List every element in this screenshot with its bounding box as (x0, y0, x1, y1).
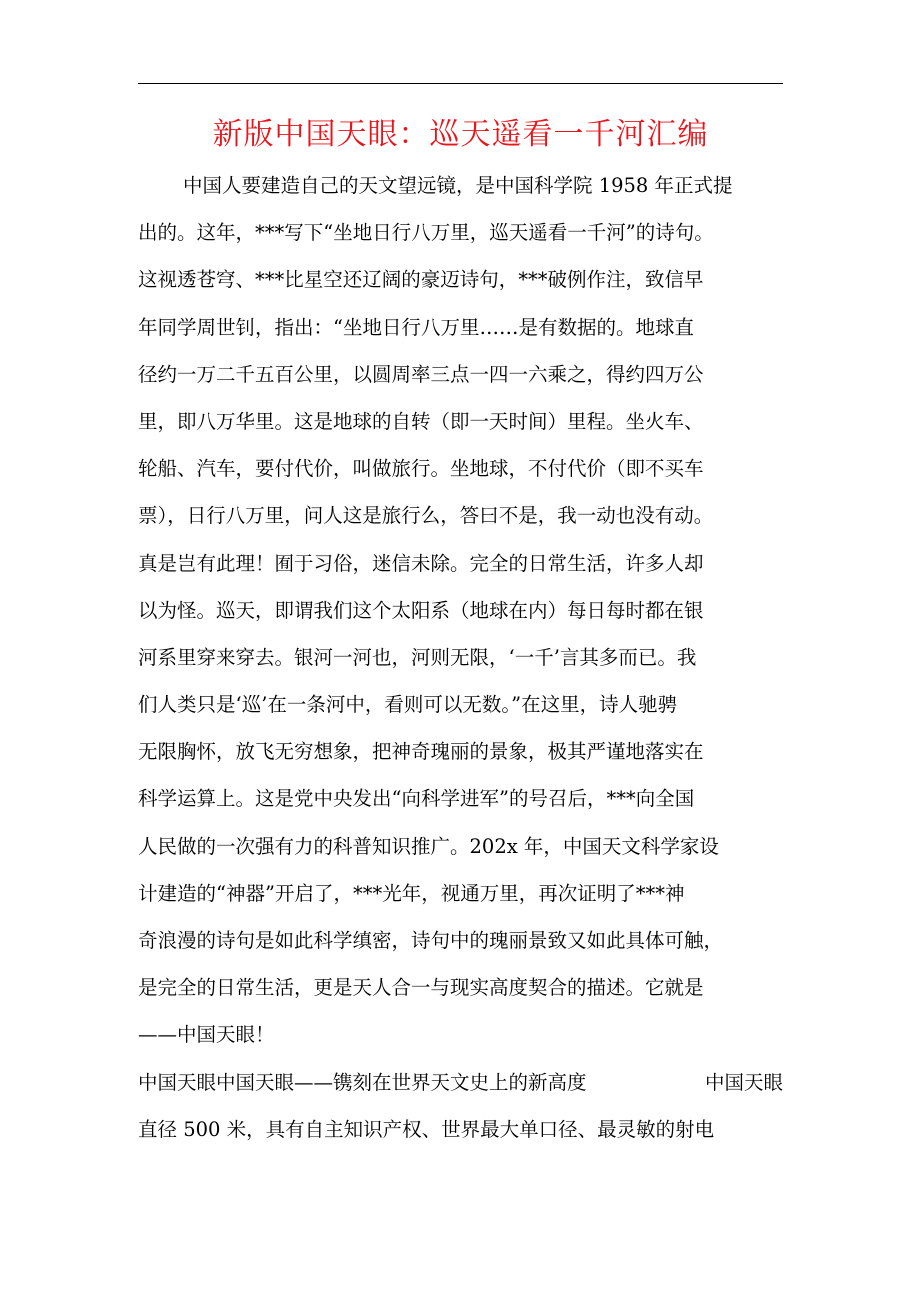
text-line: 径约一万二千五百公里，以圆周率三点一四一六乘之，得约四万公 (138, 362, 704, 386)
text-line: 奇浪漫的诗句是如此科学缜密，诗句中的瑰丽景致又如此具体可触， (138, 929, 724, 952)
section-heading-text: 中国天眼中国天眼——镌刻在世界天文史上的新高度 (138, 1070, 587, 1094)
text-line: 真是岂有此理！囿于习俗，迷信未除。完全的日常生活，许多人却 (138, 551, 704, 575)
section-heading-line (138, 1059, 783, 1106)
text-line: 们人类只是‘巡’在一条河中，看则可以无数。”在这里，诗人驰骋 (138, 693, 678, 717)
text-line: 河系里穿来穿去。银河一河也，河则无限，‘一千’言其多而已。我 (138, 645, 697, 669)
text-line: 轮船、汽车，要付代价，叫做旅行。坐地球，不付代价（即不买车 (138, 457, 704, 481)
header-rule (138, 83, 783, 84)
text-line: ——中国天眼！ (138, 1023, 275, 1047)
text-line: 是完全的日常生活，更是天人合一与现实高度契合的描述。它就是 (138, 976, 704, 1000)
text-line: 年同学周世钊，指出：“坐地日行八万里……是有数据的。地球直 (138, 315, 694, 339)
text-line: 这视透苍穹、***比星空还辽阔的豪迈诗句，***破例作注，致信早 (138, 268, 704, 292)
text-line: 直径 500 米，具有自主知识产权、世界最大单口径、最灵敏的射电 (138, 1117, 715, 1141)
text-line: 无限胸怀，放飞无穷想象，把神奇瑰丽的景象，极其严谨地落实在 (138, 740, 704, 764)
document-body (138, 162, 798, 1153)
text-line: 人民做的一次强有力的科普知识推广。202x 年，中国天文科学家设 (138, 834, 719, 858)
document-title: 新版中国天眼：巡天遥看一千河汇编 (212, 117, 709, 152)
text-line: 里，即八万华里。这是地球的自转（即一天时间）里程。坐火车、 (138, 409, 704, 433)
text-line: 计建造的“神器”开启了，***光年，视通万里，再次证明了***神 (138, 881, 685, 905)
text-line: 出的。这年，***写下“坐地日行八万里，巡天遥看一千河”的诗句。 (138, 221, 714, 245)
text-line: 票），日行八万里，问人这是旅行么，答曰不是，我一动也没有动。 (138, 504, 714, 528)
text-line: 中国人要建造自己的天文望远镜，是中国科学院 1958 年正式提 (183, 174, 733, 197)
text-line: 科学运算上。这是党中央发出“向科学进军”的号召后，***向全国 (138, 787, 695, 811)
section-continuation-text: 中国天眼 (704, 1070, 783, 1094)
text-line: 以为怪。巡天，即谓我们这个太阳系（地球在内）每日每时都在银 (138, 598, 704, 622)
